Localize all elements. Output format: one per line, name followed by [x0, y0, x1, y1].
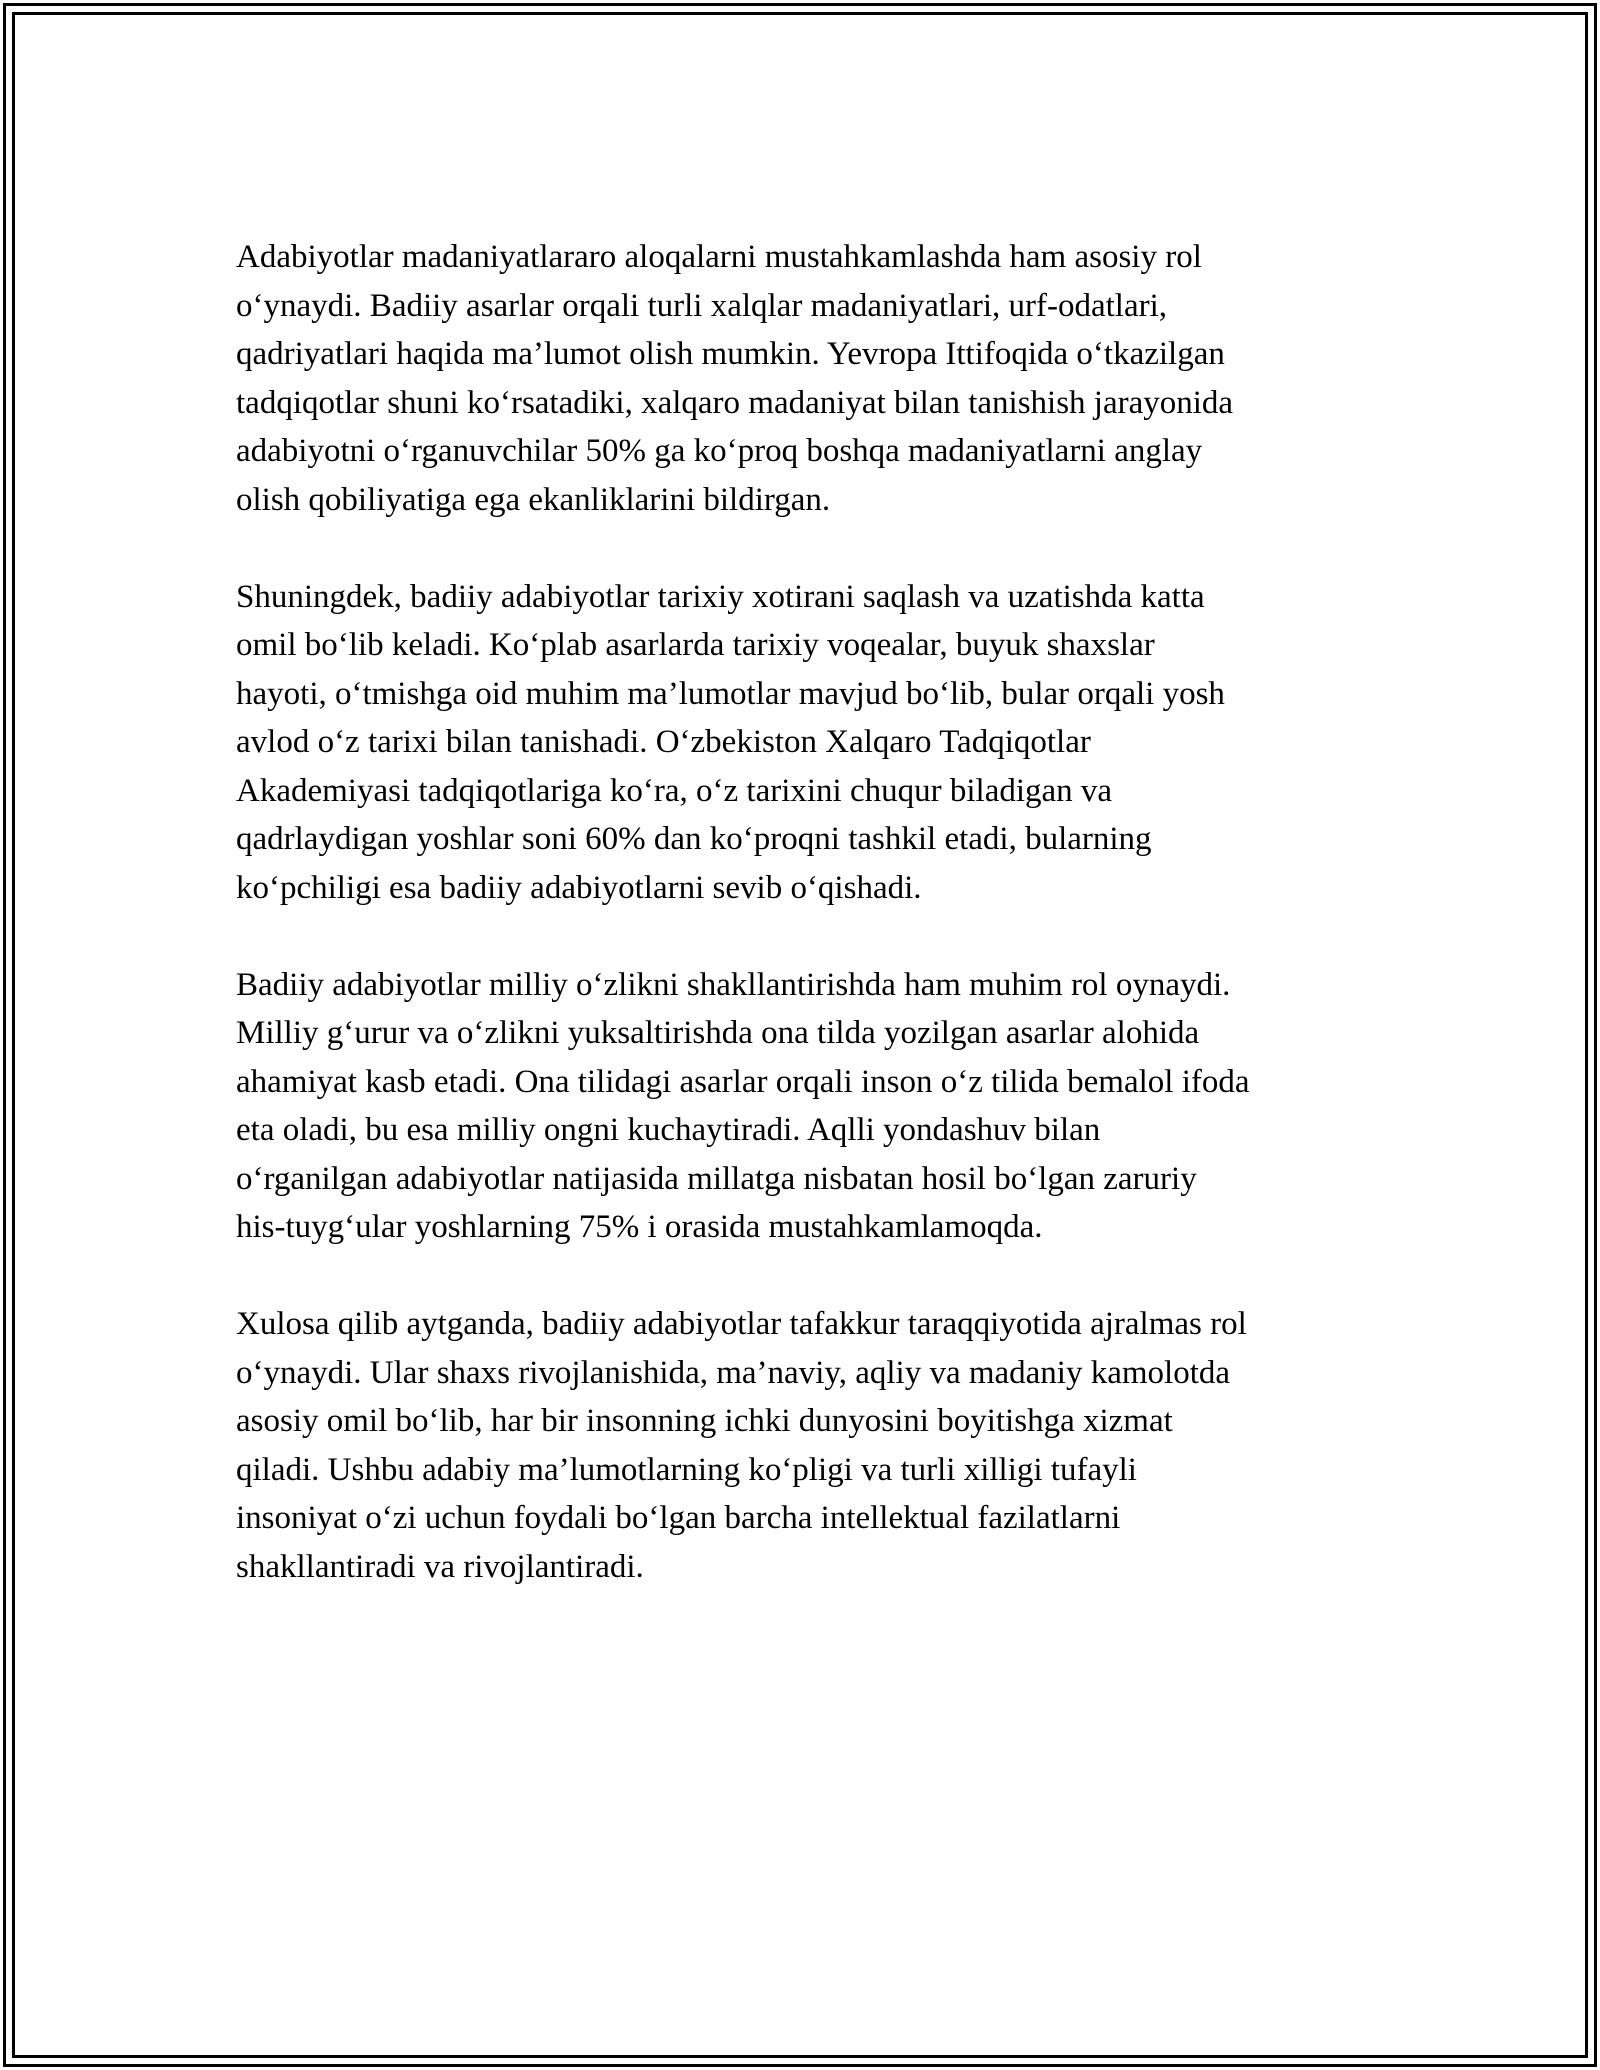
- text-line: insoniyat o‘zi uchun foydali bo‘lgan barcha intellektual fazilatlarni: [236, 1500, 1121, 1536]
- text-line: Xulosa qilib aytganda, badiiy adabiyotlar tafakkur taraqqiyotida ajralmas rol: [236, 1306, 1247, 1342]
- text-line: qiladi. Ushbu adabiy ma’lumotlarning ko‘pligi va turli xilligi tufayli: [236, 1451, 1137, 1488]
- text-line: o‘ynaydi. Badiiy asarlar orqali turli xalqlar madaniyatlari, urf-odatlari,: [236, 287, 1167, 324]
- text-line: his-tuyg‘ular yoshlarning 75% i orasida mustahkamlamoqda.: [236, 1209, 1043, 1245]
- text-line: adabiyotni o‘rganuvchilar 50% ga ko‘proq boshqa madaniyatlarni anglay: [236, 433, 1203, 469]
- text-line: tadqiqotlar shuni ko‘rsatadiki, xalqaro madaniyat bilan tanishish jarayonida: [236, 384, 1234, 421]
- text-line: shakllantiradi va rivojlantiradi.: [236, 1548, 644, 1585]
- text-line: Shuningdek, badiiy adabiyotlar tarixiy xotirani saqlash va uzatishda katta: [236, 578, 1205, 615]
- text-line: Milliy g‘urur va o‘zlikni yuksaltirishda ona tilda yozilgan asarlar alohida: [236, 1015, 1200, 1051]
- text-line: asosiy omil bo‘lib, har bir insonning ichki dunyosini boyitishga xizmat: [236, 1403, 1173, 1439]
- text-line: Badiiy adabiyotlar milliy o‘zlikni shakllantirishda ham muhim rol oynaydi.: [236, 966, 1231, 1003]
- text-line: ko‘pchiligi esa badiiy adabiyotlarni sevib o‘qishadi.: [236, 869, 922, 906]
- text-line: hayoti, o‘tmishga oid muhim ma’lumotlar mavjud bo‘lib, bular orqali yosh: [236, 675, 1225, 712]
- text-line: Akademiyasi tadqiqotlariga ko‘ra, o‘z tarixini chuqur biladigan va: [236, 772, 1113, 809]
- text-line: eta oladi, bu esa milliy ongni kuchaytiradi. Aqlli yondashuv bilan: [236, 1112, 1101, 1148]
- document-body: [236, 233, 1366, 1640]
- text-line: Adabiyotlar madaniyatlararo aloqalarni mustahkamlashda ham asosiy rol: [236, 239, 1202, 275]
- paragraph-1: [236, 233, 1366, 524]
- paragraph-2: [236, 573, 1366, 913]
- paragraph-3: [236, 961, 1366, 1252]
- text-line: ahamiyat kasb etadi. Ona tilidagi asarlar orqali inson o‘z tilida bemalol ifoda: [236, 1063, 1250, 1100]
- text-line: o‘rganilgan adabiyotlar natijasida millatga nisbatan hosil bo‘lgan zaruriy: [236, 1160, 1197, 1197]
- text-line: qadriyatlari haqida ma’lumot olish mumkin. Yevropa Ittifoqida o‘tkazilgan: [236, 336, 1225, 372]
- text-line: olish qobiliyatiga ega ekanliklarini bildirgan.: [236, 481, 831, 518]
- text-line: o‘ynaydi. Ular shaxs rivojlanishida, ma’naviy, aqliy va madaniy kamolotda: [236, 1354, 1231, 1391]
- text-line: avlod o‘z tarixi bilan tanishadi. O‘zbekiston Xalqaro Tadqiqotlar: [236, 724, 1091, 760]
- paragraph-4: [236, 1300, 1366, 1591]
- text-line: qadrlaydigan yoshlar soni 60% dan ko‘proqni tashkil etadi, bularning: [236, 821, 1152, 857]
- text-line: omil bo‘lib keladi. Ko‘plab asarlarda tarixiy voqealar, buyuk shaxslar: [236, 627, 1155, 663]
